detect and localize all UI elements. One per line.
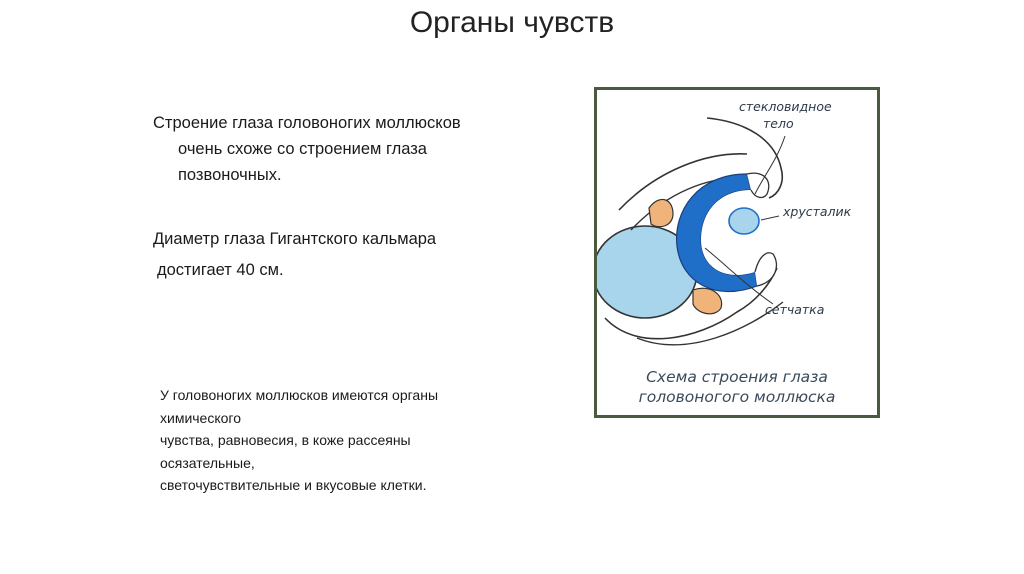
caption-line: головоногого моллюска xyxy=(638,388,836,406)
text-sense-organs xyxy=(160,384,540,497)
text-eye-diameter xyxy=(153,224,553,286)
leader-line-lens xyxy=(761,216,779,220)
iris-fold xyxy=(755,253,776,286)
label-vitreous-body-line2 xyxy=(763,117,794,131)
label-text: хрусталик xyxy=(783,204,852,219)
label-text: стекловидное xyxy=(739,99,832,114)
lens xyxy=(729,208,759,234)
label-text: сетчатка xyxy=(765,302,825,317)
text-line: очень схоже со строением глаза xyxy=(178,140,427,158)
label-text: тело xyxy=(763,116,794,131)
text-line: достигает 40 см. xyxy=(157,261,284,279)
cartilage-upper xyxy=(649,199,673,226)
text-eye-structure xyxy=(153,110,553,188)
label-vitreous-body xyxy=(739,100,832,114)
eye-diagram-figure xyxy=(594,87,880,418)
figure-caption xyxy=(597,367,877,407)
slide-title: Органы чувств xyxy=(409,6,615,39)
text-line: Диаметр глаза Гигантского кальмара xyxy=(153,230,437,248)
label-lens xyxy=(783,205,851,219)
cartilage-lower xyxy=(693,288,722,314)
text-line: позвоночных. xyxy=(178,166,282,184)
text-line: чувства, равновесия, в коже рассеяны xyxy=(160,432,411,448)
label-retina xyxy=(765,303,824,317)
caption-line: Схема строения глаза xyxy=(646,368,828,386)
text-line: Строение глаза головоногих моллюсков xyxy=(153,114,461,132)
text-line: У головоногих моллюсков имеются органы xyxy=(160,387,439,403)
text-line: химического xyxy=(160,409,241,426)
text-line: светочувствительные и вкусовые клетки. xyxy=(160,477,427,493)
text-line: осязательные, xyxy=(160,454,255,471)
